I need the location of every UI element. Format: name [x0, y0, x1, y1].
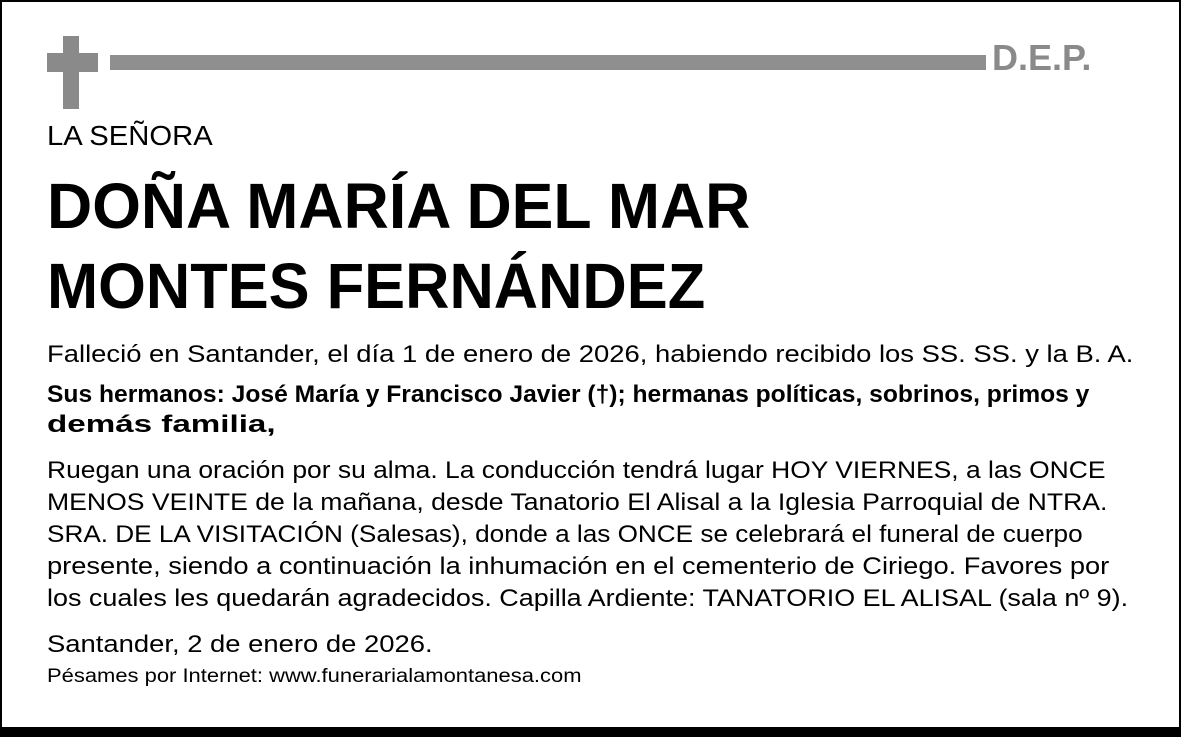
deceased-name-line-1: DOÑA MARÍA DEL MAR: [47, 170, 751, 242]
body-line-5: los cuales les quedarán agradecidos. Capilla Ardiente: TANATORIO EL ALISAL (sala nº 9).: [47, 585, 1129, 612]
death-line: Falleció en Santander, el día 1 de enero de 2026, habiendo recibido los SS. SS. y la B. A.: [47, 341, 1134, 368]
body-line-4: presente, siendo a continuación la inhumación en el cementerio de Ciriego. Favores por: [47, 553, 1110, 580]
body-line-1: Ruegan una oración por su alma. La conducción tendrá lugar HOY VIERNES, a las ONCE: [47, 457, 1106, 484]
family-line-2: demás familia,: [47, 411, 276, 438]
header-rule: [110, 55, 986, 70]
condolences-website-link[interactable]: Pésames por Internet: www.funerarialamontanesa.com: [47, 666, 582, 687]
deceased-name-line-2: MONTES FERNÁNDEZ: [47, 250, 706, 322]
intro-label: LA SEÑORA: [47, 120, 213, 151]
family-line-1: Sus hermanos: José María y Francisco Javier (†); hermanas políticas, sobrinos, primos y: [47, 381, 1090, 408]
body-line-2: MENOS VEINTE de la mañana, desde Tanatorio El Alisal a la Iglesia Parroquial de NTRA.: [47, 489, 1108, 516]
dep-label: D.E.P.: [992, 37, 1092, 78]
body-line-3: SRA. DE LA VISITACIÓN (Salesas), donde a las ONCE se celebrará el funeral de cuerpo: [47, 521, 1083, 548]
date-line: Santander, 2 de enero de 2026.: [47, 631, 433, 658]
bottom-border: [0, 727, 1181, 737]
